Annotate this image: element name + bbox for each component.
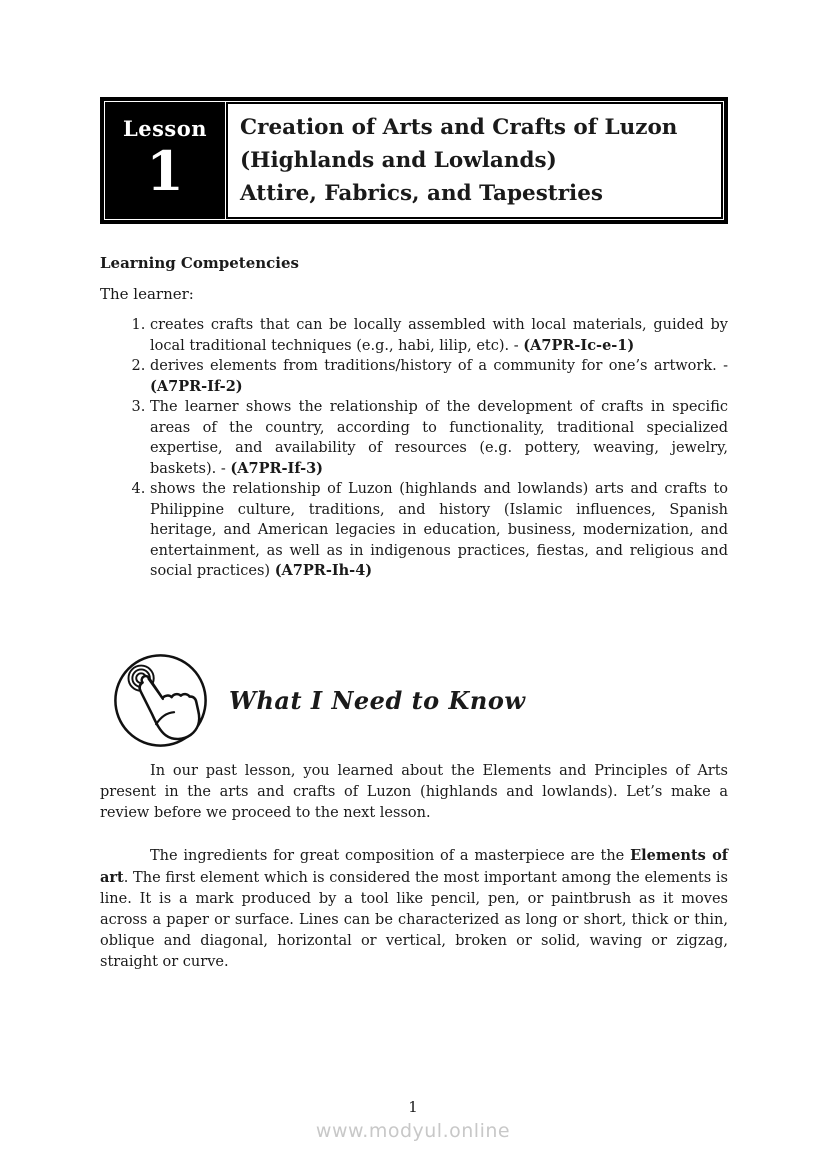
competency-item-2-code: (A7PR-If-2)	[150, 377, 243, 395]
learner-intro: The learner:	[100, 285, 194, 303]
competency-item-4-code: (A7PR-Ih-4)	[274, 562, 373, 579]
competency-item-3-text: The learner shows the relationship of the development of crafts in specific areas of the country, according to functionality, traditional specialized expertise, and availability of resources (e.g. pottery, weaving, jewelry, baskets). -	[150, 399, 728, 477]
lesson-header-box	[100, 97, 728, 224]
competencies-list	[100, 315, 728, 582]
lesson-number: 1	[146, 138, 184, 203]
competency-item-2-text: derives elements from traditions/history of a community for one’s artwork. -	[150, 358, 728, 374]
competency-item-3-code: (A7PR-If-3)	[230, 459, 324, 477]
competency-item-3	[150, 397, 728, 479]
competency-item-1-text: creates crafts that can be locally assembled with local materials, guided by local traditional techniques (e.g., habi, lilip, etc). -	[150, 317, 728, 354]
lesson-header-inner	[104, 101, 724, 220]
tap-finger-icon	[112, 652, 209, 749]
elements-paragraph-bold: Elements of art	[100, 846, 728, 886]
elements-paragraph	[100, 845, 728, 973]
lesson-title-line-1: Creation of Arts and Crafts of Luzon	[240, 115, 678, 140]
competency-item-4	[150, 479, 728, 582]
lesson-number-cell	[105, 102, 226, 219]
elements-paragraph-post: . The first element which is considered the most important among the elements is line. It is a mark produced by a tool like pencil, pen, or paintbrush as it moves across a paper or surface. Lines can be characterized as long or short, thick or thin, oblique and diagonal, horizontal or vertical, broken or solid, waving or zigzag, straight or curve.	[100, 869, 728, 970]
competency-item-2	[150, 356, 728, 397]
lesson-title-line-3: Attire, Fabrics, and Tapestries	[240, 181, 604, 206]
competency-item-1	[150, 315, 728, 356]
competency-item-1-code: (A7PR-Ic-e-1)	[523, 336, 635, 354]
lesson-title-cell	[226, 102, 723, 219]
section-heading-row	[100, 652, 728, 749]
competency-item-4-text: shows the relationship of Luzon (highlands and lowlands) arts and crafts to Philippine culture, traditions, and history (Islamic influences, Spanish heritage, and American legacies in education, business, modernization, and entertainment, as well as in indigenous practices, fiestas, and religious and social practices)	[150, 481, 728, 579]
lesson-title-line-2: (Highlands and Lowlands)	[240, 148, 557, 173]
intro-paragraph: In our past lesson, you learned about the Elements and Principles of Arts present in the arts and crafts of Luzon (highlands and lowlands). Let’s make a review before we proceed to the next lesson.	[100, 762, 728, 821]
lesson-label: Lesson	[122, 115, 208, 141]
page-number: 1	[408, 1098, 418, 1116]
section-heading: What I Need to Know	[229, 685, 526, 715]
watermark-text: www.modyul.online	[315, 1120, 511, 1142]
page-content	[100, 0, 728, 973]
learning-competencies-heading: Learning Competencies	[100, 254, 299, 272]
elements-paragraph-pre: The ingredients for great composition of a masterpiece are the	[150, 847, 631, 864]
